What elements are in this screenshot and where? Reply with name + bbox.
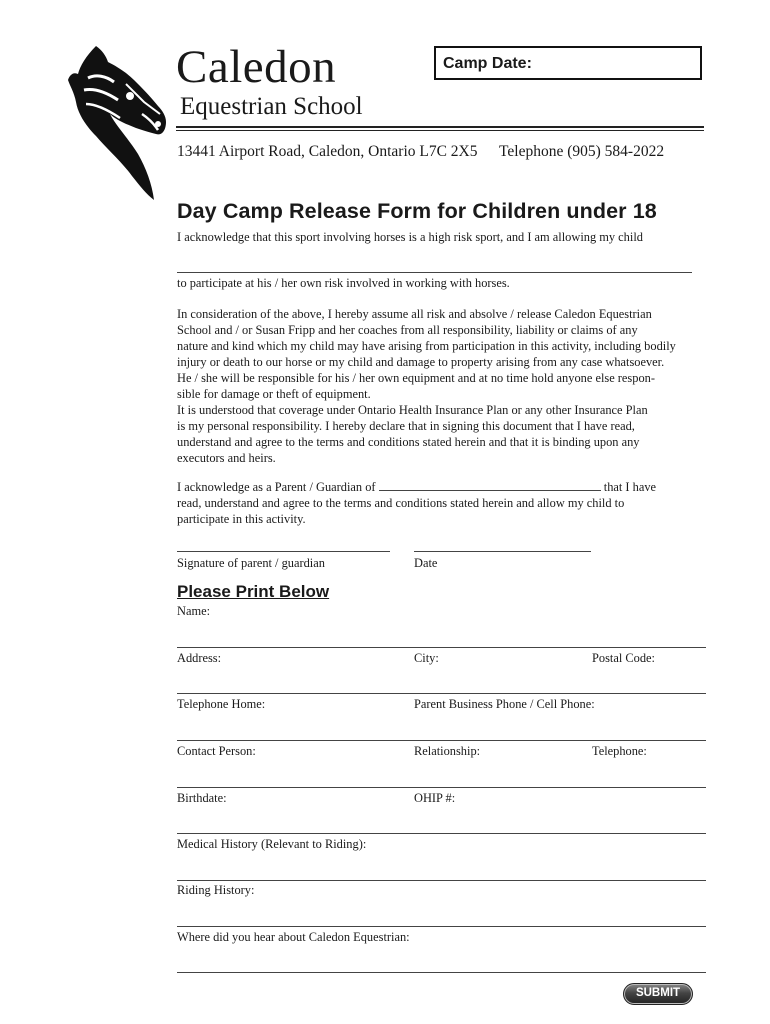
guardian-line-3: participate in this activity. bbox=[177, 512, 306, 526]
contact-telephone-label: Telephone: bbox=[592, 744, 647, 758]
guardian-suffix: that I have bbox=[603, 480, 657, 494]
horse-head-logo bbox=[66, 44, 168, 200]
paragraph-line: injury or death to our horse or my child and damage to property arising from any case whatsoever. bbox=[177, 355, 665, 369]
school-telephone: Telephone (905) 584-2022 bbox=[499, 143, 665, 160]
name-label: Name: bbox=[177, 604, 211, 618]
camp-date-label: Camp Date: bbox=[443, 55, 532, 72]
contact-field[interactable] bbox=[177, 787, 706, 788]
paragraph-line: sible for damage or theft of equipment. bbox=[177, 387, 371, 401]
paragraph-line: In consideration of the above, I hereby assume all risk and absolve / release Caledon Equestrian bbox=[177, 307, 652, 321]
paragraph-line: It is understood that coverage under Ontario Health Insurance Plan or any other Insurance Plan bbox=[177, 403, 648, 417]
contact-person-label: Contact Person: bbox=[177, 744, 256, 758]
consideration-paragraph bbox=[177, 306, 697, 466]
paragraph-line: understand and agree to the terms and conditions stated herein and that it is binding upon any bbox=[177, 435, 640, 449]
telephone-field[interactable] bbox=[177, 740, 706, 741]
guardian-child-name-field[interactable] bbox=[379, 478, 601, 491]
city-label: City: bbox=[414, 651, 439, 665]
signature-label: Signature of parent / guardian bbox=[177, 556, 325, 570]
print-below-heading: Please Print Below bbox=[177, 582, 330, 601]
paragraph-line: is my personal responsibility. I hereby declare that in signing this document that I have read, bbox=[177, 419, 635, 433]
child-name-field[interactable] bbox=[177, 272, 692, 273]
guardian-prefix: I acknowledge as a Parent / Guardian of bbox=[177, 480, 376, 494]
submit-button[interactable]: SUBMIT bbox=[623, 983, 693, 1005]
paragraph-line: He / she will be responsible for his / her own equipment and at no time hold anyone else respon- bbox=[177, 371, 655, 385]
date-label: Date bbox=[414, 556, 438, 570]
camp-date-field[interactable] bbox=[434, 46, 702, 80]
birthdate-field[interactable] bbox=[177, 833, 706, 834]
school-address: 13441 Airport Road, Caledon, Ontario L7C 2X5 bbox=[177, 143, 478, 160]
heard-about-field[interactable] bbox=[177, 972, 706, 973]
relationship-label: Relationship: bbox=[414, 744, 481, 758]
header-divider-thin bbox=[176, 130, 704, 131]
riding-history-field[interactable] bbox=[177, 926, 706, 927]
form-title: Day Camp Release Form for Children under 18 bbox=[177, 199, 657, 223]
parent-business-phone-label: Parent Business Phone / Cell Phone: bbox=[414, 697, 595, 711]
ohip-label: OHIP #: bbox=[414, 791, 456, 805]
date-field[interactable] bbox=[414, 551, 591, 552]
postal-code-label: Postal Code: bbox=[592, 651, 655, 665]
paragraph-line: nature and kind which my child may have arising from participation in this activity, including bodily bbox=[177, 339, 676, 353]
header-divider bbox=[176, 126, 704, 128]
telephone-home-label: Telephone Home: bbox=[177, 697, 266, 711]
acknowledgement-text-continued: to participate at his / her own risk involved in working with horses. bbox=[177, 276, 510, 290]
guardian-acknowledgement bbox=[177, 478, 697, 527]
brand-name: Caledon bbox=[176, 41, 337, 93]
medical-history-label: Medical History (Relevant to Riding): bbox=[177, 837, 367, 851]
riding-history-label: Riding History: bbox=[177, 883, 255, 897]
guardian-line-2: read, understand and agree to the terms and conditions stated herein and allow my child to bbox=[177, 496, 625, 510]
acknowledgement-text: I acknowledge that this sport involving horses is a high risk sport, and I am allowing my child bbox=[177, 230, 643, 244]
heard-about-label: Where did you hear about Caledon Equestrian: bbox=[177, 930, 410, 944]
brand-subtitle: Equestrian School bbox=[180, 93, 363, 120]
paragraph-line: School and / or Susan Fripp and her coaches from all responsibility, liability or claims of any bbox=[177, 323, 638, 337]
signature-field[interactable] bbox=[177, 551, 390, 552]
medical-history-field[interactable] bbox=[177, 880, 706, 881]
address-label: Address: bbox=[177, 651, 222, 665]
birthdate-label: Birthdate: bbox=[177, 791, 227, 805]
address-field[interactable] bbox=[177, 693, 706, 694]
paragraph-line: executors and heirs. bbox=[177, 451, 276, 465]
name-field[interactable] bbox=[177, 647, 706, 648]
